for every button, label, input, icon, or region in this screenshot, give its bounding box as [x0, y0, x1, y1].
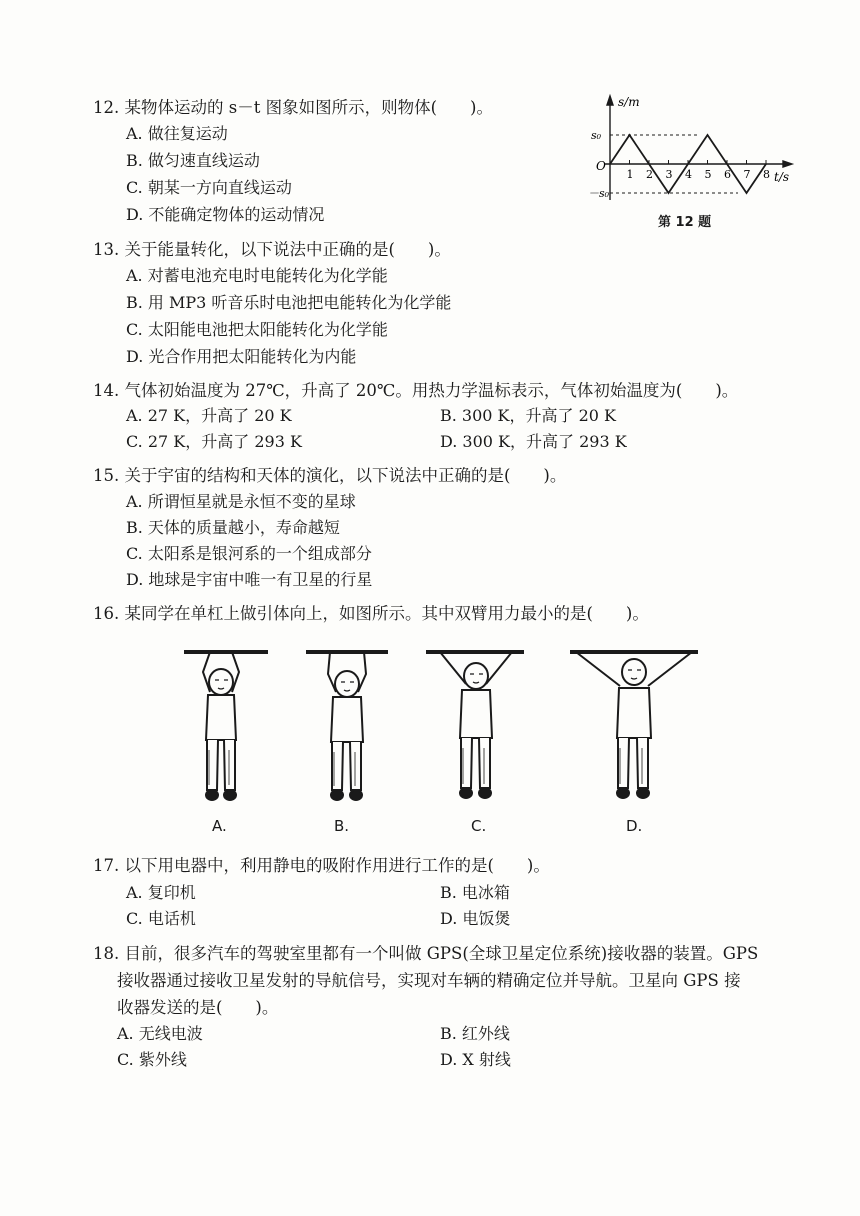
- x-tick-label-4: 4: [685, 168, 692, 181]
- q15-option-b: B. 天体的质量越小，寿命越短: [126, 518, 340, 537]
- q18-option-a: A. 无线电波: [117, 1024, 203, 1043]
- q18-stem-line-2: 接收器通过接收卫星发射的导航信号，实现对车辆的精确定位并导航。卫星向 GPS 接: [117, 971, 741, 990]
- q14-option-c: C. 27 K，升高了 293 K: [126, 432, 302, 451]
- figure-b-person: [306, 652, 388, 800]
- q16-pullup-figures: [170, 640, 710, 810]
- x-tick-label-8: 8: [763, 168, 770, 181]
- q16-option-a: A.: [212, 817, 227, 835]
- q14-option-d: D. 300 K，升高了 293 K: [440, 432, 627, 451]
- q13-option-d: D. 光合作用把太阳能转化为内能: [126, 347, 357, 366]
- q13-option-c: C. 太阳能电池把太阳能转化为化学能: [126, 320, 388, 339]
- q13-option-a: A. 对蓄电池充电时电能转化为化学能: [126, 266, 388, 285]
- figure-a-person: [184, 652, 268, 800]
- q14-option-b: B. 300 K，升高了 20 K: [440, 406, 616, 425]
- q16-option-d: D.: [626, 817, 643, 835]
- y-axis-arrow: [607, 96, 613, 105]
- x-tick-label-3: 3: [665, 168, 673, 181]
- q17-option-d: D. 电饭煲: [440, 909, 511, 928]
- q15-option-c: C. 太阳系是银河系的一个组成部分: [126, 544, 372, 563]
- x-tick-label-1: 1: [626, 168, 634, 181]
- q16-option-c: C.: [471, 817, 487, 835]
- q17-option-b: B. 电冰箱: [440, 883, 510, 902]
- x-tick-label-5: 5: [704, 168, 712, 181]
- q16-stem: 16. 某同学在单杠上做引体向上，如图所示。其中双臂用力最小的是( )。: [93, 604, 649, 623]
- q12-option-b: B. 做匀速直线运动: [126, 151, 260, 170]
- q17-option-a: A. 复印机: [126, 883, 196, 902]
- x-tick-label-2: 2: [646, 168, 653, 181]
- figure-d-person: [570, 652, 698, 798]
- q12-option-a: A. 做往复运动: [126, 124, 228, 143]
- q12-option-c: C. 朝某一方向直线运动: [126, 178, 292, 197]
- x-tick-label-6: 6: [724, 168, 731, 181]
- q12-st-graph: [588, 92, 808, 212]
- q14-option-a: A. 27 K，升高了 20 K: [126, 406, 292, 425]
- q18-stem-line-1: 18. 目前，很多汽车的驾驶室里都有一个叫做 GPS(全球卫星定位系统)接收器的装置。GPS: [93, 944, 759, 963]
- q12-stem: 12. 某物体运动的 s－t 图象如图所示，则物体( )。: [93, 98, 493, 117]
- q12-option-d: D. 不能确定物体的运动情况: [126, 205, 325, 224]
- q15-option-d: D. 地球是宇宙中唯一有卫星的行星: [126, 570, 373, 589]
- q14-stem: 14. 气体初始温度为 27℃，升高了 20℃。用热力学温标表示，气体初始温度为( )。: [93, 381, 739, 400]
- origin-label: O: [596, 159, 606, 173]
- q15-option-a: A. 所谓恒星就是永恒不变的星球: [126, 492, 356, 511]
- q18-option-d: D. X 射线: [440, 1050, 511, 1069]
- x-tick-label-7: 7: [743, 168, 751, 181]
- y-axis-label: s/m: [618, 95, 640, 109]
- figure-c-person: [426, 652, 524, 798]
- q17-option-c: C. 电话机: [126, 909, 196, 928]
- q18-option-c: C. 紫外线: [117, 1050, 187, 1069]
- q12-figure-caption: 第 12 题: [658, 215, 712, 230]
- q13-stem: 13. 关于能量转化，以下说法中正确的是( )。: [93, 240, 451, 259]
- x-axis-arrow: [783, 161, 792, 167]
- y-tick-neg-s0: －s₀: [588, 187, 610, 200]
- q13-option-b: B. 用 MP3 听音乐时电池把电能转化为化学能: [126, 293, 452, 312]
- q15-stem: 15. 关于宇宙的结构和天体的演化，以下说法中正确的是( )。: [93, 466, 567, 485]
- q17-stem: 17. 以下用电器中，利用静电的吸附作用进行工作的是( )。: [93, 856, 550, 875]
- x-axis-label: t/s: [774, 170, 790, 184]
- y-tick-s0: s₀: [591, 129, 602, 142]
- q18-stem-line-3: 收器发送的是( )。: [117, 998, 279, 1017]
- q18-option-b: B. 红外线: [440, 1024, 510, 1043]
- q16-option-b: B.: [334, 817, 350, 835]
